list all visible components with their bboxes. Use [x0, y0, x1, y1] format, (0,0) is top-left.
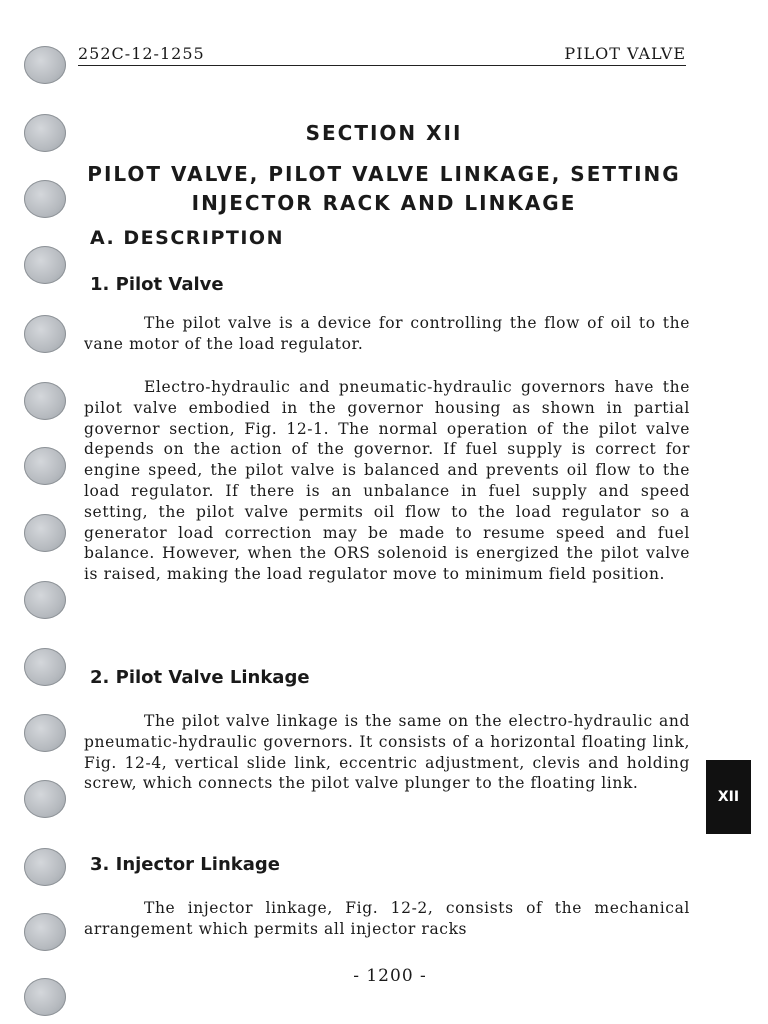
running-title: PILOT VALVE	[564, 44, 686, 63]
paragraph: Electro-hydraulic and pneumatic-hydraulic governors have the pilot valve embodied in the governor housing as shown in partial governor section, Fig. 12-1. The normal operation of the pilot valve depends on the action of the governor. If fuel supply is correct for engine speed, the pilot valve is balanced and prevents oil flow to the load regulator. If there is an unbalance in fuel supply and speed setting, the pilot valve permits oil flow to the load regulator so a generator load correction may be made to resume speed and fuel balance. However, when the ORS solenoid is energized the pilot valve is raised, making the load regulator move to minimum field position.	[84, 378, 690, 584]
binder-hole	[24, 514, 66, 552]
subsection-heading-pilot-valve-linkage: 2. Pilot Valve Linkage	[90, 667, 310, 688]
binder-hole	[24, 848, 66, 886]
page-header	[78, 44, 686, 66]
section-tab: XII	[706, 760, 751, 834]
section-title: PILOT VALVE, PILOT VALVE LINKAGE, SETTING INJECTOR RACK AND LINKAGE	[87, 162, 681, 215]
document-number: 252C-12-1255	[78, 44, 205, 63]
binder-hole	[24, 315, 66, 353]
description-heading: A. DESCRIPTION	[90, 227, 284, 249]
paragraph: The pilot valve is a device for controlling the flow of oil to the vane motor of the load regulator.	[84, 314, 690, 353]
binder-hole	[24, 978, 66, 1016]
section-number: SECTION XII	[305, 121, 463, 145]
binder-hole	[24, 581, 66, 619]
binder-hole	[24, 180, 66, 218]
binder-hole	[24, 382, 66, 420]
page-number: - 1200 -	[353, 966, 427, 986]
binder-hole	[24, 780, 66, 818]
binder-hole	[24, 246, 66, 284]
subsection-heading-injector-linkage: 3. Injector Linkage	[90, 854, 280, 875]
subsection-heading-pilot-valve: 1. Pilot Valve	[90, 274, 224, 295]
binder-hole	[24, 447, 66, 485]
binder-hole	[24, 714, 66, 752]
paragraph: The injector linkage, Fig. 12-2, consists of the mechanical arrangement which permits all injector racks	[84, 899, 690, 938]
binder-hole	[24, 114, 66, 152]
binder-hole	[24, 913, 66, 951]
paragraph: The pilot valve linkage is the same on the electro-hydraulic and pneumatic-hydraulic governors. It consists of a horizontal floating link, Fig. 12-4, vertical slide link, eccentric adjustment, clevis and holding screw, which connects the pilot valve plunger to the floating link.	[84, 712, 690, 793]
binder-hole	[24, 648, 66, 686]
binder-holes	[0, 0, 70, 1024]
binder-hole	[24, 46, 66, 84]
